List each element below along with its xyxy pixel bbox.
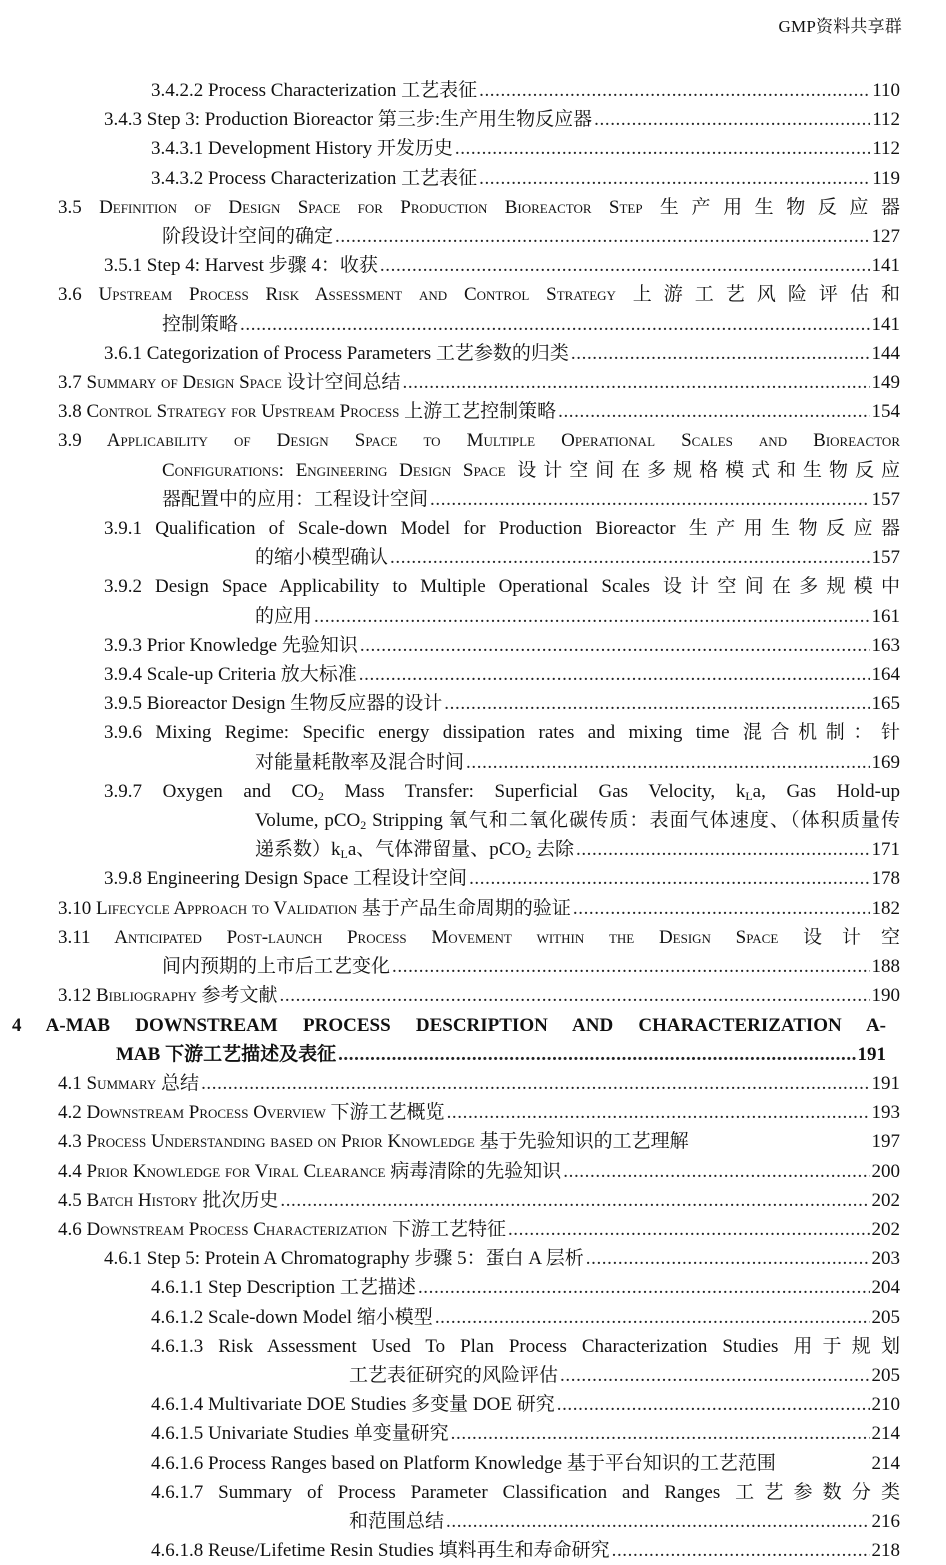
toc-entry-title-line: 4.1 Summary 总结 — [58, 1072, 200, 1094]
toc-entry-title-line: 4.6.1.7 Summary of Process Parameter Classification and Ranges 工艺参数分类 — [151, 1481, 900, 1503]
toc-entry[interactable] — [0, 368, 946, 397]
page-number: 141 — [871, 255, 900, 277]
toc-entry[interactable] — [0, 280, 946, 338]
toc-entry-title-line: 3.9.3 Prior Knowledge 先验知识 — [104, 634, 358, 656]
toc-entry-title-line: 4.6.1.3 Risk Assessment Used To Plan Process Characterization Studies 用于规划 — [151, 1335, 900, 1357]
page-number: 163 — [871, 634, 900, 656]
toc-entry[interactable] — [0, 631, 946, 660]
toc-entry[interactable] — [0, 1011, 946, 1069]
toc-entry[interactable] — [0, 76, 946, 105]
page-number: 169 — [871, 751, 900, 773]
page-number: 188 — [871, 956, 900, 978]
dot-leader — [314, 602, 869, 631]
toc-entry-title-line: 3.6 Upstream Process Risk Assessment and Control Strategy 上游工艺风险评估和 — [58, 284, 900, 306]
page-number: 214 — [871, 1452, 900, 1474]
toc-entry-title-line: 3.6.1 Categorization of Process Parameters 工艺参数的归类 — [104, 342, 569, 364]
toc-entry[interactable] — [0, 864, 946, 893]
toc-entry-title-line: 3.4.3 Step 3: Production Bioreactor 第三步:生产用生物反应器 — [104, 109, 593, 131]
toc-entry-title-line: 3.9.4 Scale-up Criteria 放大标准 — [104, 664, 357, 686]
dot-leader — [446, 1507, 869, 1536]
page-number: 157 — [871, 488, 900, 510]
dot-leader — [558, 397, 869, 426]
dot-leader — [508, 1215, 870, 1244]
dot-leader — [451, 1419, 870, 1448]
page-number: 210 — [871, 1394, 900, 1416]
dot-leader — [563, 1157, 869, 1186]
toc-entry-title-line: 的缩小模型确认 — [255, 547, 389, 569]
toc-entry[interactable] — [0, 397, 946, 426]
toc-entry-title-line: 3.11 Anticipated Post-launch Process Movement within the Design Space 设计空 — [58, 926, 900, 948]
dot-leader — [479, 76, 870, 105]
dot-leader — [390, 543, 869, 572]
toc-entry-title-line: 3.10 Lifecycle Approach to Validation 基于产品生命周期的验证 — [58, 897, 571, 919]
toc-entry-title-line: 3.4.3.1 Development History 开发历史 — [151, 138, 453, 160]
page-number: 165 — [871, 693, 900, 715]
page-number: 178 — [871, 868, 900, 890]
toc-entry[interactable] — [0, 1478, 946, 1536]
page-number: 190 — [871, 985, 900, 1007]
toc-entry[interactable] — [0, 1244, 946, 1273]
dot-leader — [447, 1098, 870, 1127]
page-number: 214 — [871, 1423, 900, 1445]
toc-entry[interactable] — [0, 718, 946, 776]
toc-entry-title-line: 阶段设计空间的确定 — [162, 226, 334, 248]
page-number: 112 — [872, 109, 900, 131]
toc-entry[interactable] — [0, 1273, 946, 1302]
toc-entry[interactable] — [0, 251, 946, 280]
toc-entry-title-line: 3.9.7 Oxygen and $CO_2$ Mass Transfer: Superficial Gas Velocity, $k_La$, Gas Hold-up — [104, 780, 900, 803]
page-number: 204 — [871, 1277, 900, 1299]
dot-leader — [418, 1273, 870, 1302]
page-number: 144 — [871, 342, 900, 364]
dot-leader — [612, 1536, 870, 1565]
toc-entry[interactable] — [0, 164, 946, 193]
page-number: 218 — [871, 1540, 900, 1562]
toc-entry[interactable] — [0, 1127, 946, 1156]
page-number: 161 — [871, 605, 900, 627]
toc-entry-title-line: 对能量耗散率及混合时间 — [255, 751, 465, 773]
page-number: 182 — [871, 897, 900, 919]
toc-entry[interactable] — [0, 1157, 946, 1186]
toc-entry-title-line: 4.6.1.6 Process Ranges based on Platform Knowledge 基于平台知识的工艺范围 — [151, 1452, 776, 1474]
toc-entry[interactable] — [0, 1098, 946, 1127]
toc-entry[interactable] — [0, 572, 946, 630]
toc-entry-title-line: Volume, pCO$_2$ Stripping 氧气和二氧化碳传质：表面气体速度、（体积质量传 — [255, 810, 900, 833]
toc-entry[interactable] — [0, 1449, 946, 1478]
toc-entry-title-line: 器配置中的应用：工程设计空间 — [162, 488, 429, 510]
page-number: 127 — [871, 226, 900, 248]
dot-leader — [430, 485, 869, 514]
toc-entry-title-line: 4.6.1.4 Multivariate DOE Studies 多变量 DOE 研究 — [151, 1394, 555, 1416]
dot-leader — [435, 1303, 870, 1332]
toc-entry-title-line: Configurations: Engineering Design Space 设计空间在多规格模式和生物反应 — [162, 459, 900, 481]
toc-entry-title-line: 3.9.8 Engineering Design Space 工程设计空间 — [104, 868, 468, 890]
toc-entry-title-line: MAB 下游工艺描述及表征 — [116, 1043, 337, 1065]
toc-entry-title-line: 3.5 Definition of Design Space for Production Bioreactor Step 生产用生物反应器 — [58, 196, 900, 218]
toc-entry-title-line: 3.8 Control Strategy for Upstream Process 上游工艺控制策略 — [58, 401, 557, 423]
toc-entry[interactable] — [0, 689, 946, 718]
dot-leader — [338, 1040, 855, 1069]
page-number: 149 — [871, 372, 900, 394]
toc-entry-title-line: 3.9.1 Qualification of Scale-down Model for Production Bioreactor 生产用生物反应器 — [104, 518, 900, 540]
toc-entry[interactable] — [0, 1215, 946, 1244]
toc-entry-title-line: 4.6.1.5 Univariate Studies 单变量研究 — [151, 1423, 449, 1445]
toc-entry[interactable] — [0, 1332, 946, 1390]
page-header: GMP资料共享群 — [778, 17, 902, 36]
toc-entry-title-line: 4.6 Downstream Process Characterization 下游工艺特征 — [58, 1218, 506, 1240]
toc-entry-title-line: 3.12 Bibliography 参考文献 — [58, 985, 278, 1007]
toc-entry-title-line: 递系数）$k_La$、气体滞留量、pCO$_2$ 去除 — [255, 839, 574, 862]
toc-entry[interactable] — [0, 894, 946, 923]
toc-entry-title-line: 3.9.5 Bioreactor Design 生物反应器的设计 — [104, 693, 443, 715]
toc-entry[interactable] — [0, 923, 946, 981]
toc-entry-title-line: 3.4.2.2 Process Characterization 工艺表征 — [151, 80, 478, 101]
toc-entry[interactable] — [0, 134, 946, 163]
dot-leader — [392, 952, 869, 981]
dot-leader — [201, 1069, 869, 1098]
toc-entry-title-line: 间内预期的上市后工艺变化 — [162, 956, 391, 978]
page-number: 203 — [871, 1248, 900, 1270]
toc-entry-title-line: 工艺表征研究的风险评估 — [349, 1364, 559, 1386]
toc-entry[interactable] — [0, 660, 946, 689]
toc-entry[interactable] — [0, 1536, 946, 1565]
dot-leader — [594, 105, 870, 134]
page-number: 197 — [871, 1131, 900, 1153]
page-number: 110 — [872, 80, 900, 101]
toc-entry-title-line: 4.6.1.1 Step Description 工艺描述 — [151, 1277, 416, 1299]
table-of-contents — [0, 76, 946, 1565]
toc-entry[interactable] — [0, 981, 946, 1010]
page-number: 112 — [872, 138, 900, 160]
toc-entry-title-line: 3.9.6 Mixing Regime: Specific energy dissipation rates and mixing time 混合机制：针 — [104, 722, 900, 744]
toc-entry-title-line: 4.5 Batch History 批次历史 — [58, 1189, 279, 1211]
dot-leader — [403, 368, 870, 397]
toc-entry[interactable] — [0, 1069, 946, 1098]
dot-leader — [335, 222, 869, 251]
dot-leader — [280, 981, 870, 1010]
toc-entry-title-line: 4.6.1 Step 5: Protein A Chromatography 步骤 5：蛋白 A 层析 — [104, 1248, 584, 1270]
dot-leader — [571, 339, 870, 368]
toc-entry[interactable] — [0, 1419, 946, 1448]
page-number: 171 — [871, 839, 900, 861]
page-number: 141 — [871, 313, 900, 335]
toc-entry-title-line: 4.6.1.2 Scale-down Model 缩小模型 — [151, 1306, 433, 1328]
toc-entry-title-line: 控制策略 — [162, 313, 239, 335]
page-number: 193 — [871, 1102, 900, 1124]
dot-leader — [240, 310, 869, 339]
toc-entry-title-line: 4.2 Downstream Process Overview 下游工艺概览 — [58, 1102, 445, 1124]
page-number: 119 — [872, 167, 900, 189]
toc-entry-title-line: 和范围总结 — [349, 1510, 445, 1532]
dot-leader — [576, 835, 870, 864]
toc-entry[interactable] — [0, 193, 946, 251]
toc-entry[interactable] — [0, 339, 946, 368]
dot-leader — [359, 660, 870, 689]
toc-entry[interactable] — [0, 1303, 946, 1332]
toc-entry[interactable] — [0, 514, 946, 572]
page-number: 191 — [871, 1072, 900, 1094]
toc-entry[interactable] — [0, 1186, 946, 1215]
dot-leader — [444, 689, 869, 718]
toc-entry-title-line: 3.7 Summary of Design Space 设计空间总结 — [58, 372, 401, 394]
page-number: 191 — [857, 1043, 886, 1065]
dot-leader — [586, 1244, 870, 1273]
page-number: 164 — [871, 664, 900, 686]
dot-leader — [573, 894, 870, 923]
toc-entry[interactable] — [0, 105, 946, 134]
toc-entry-title-line: 4.3 Process Understanding based on Prior Knowledge 基于先验知识的工艺理解 — [58, 1131, 689, 1153]
dot-leader — [280, 1186, 869, 1215]
dot-leader — [466, 748, 869, 777]
toc-entry-title-line: 3.4.3.2 Process Characterization 工艺表征 — [151, 167, 478, 189]
dot-leader — [479, 164, 870, 193]
toc-entry-title-line: 4 A-MAB DOWNSTREAM PROCESS DESCRIPTION AND CHARACTERIZATION A- — [12, 1014, 886, 1036]
page-number: 157 — [871, 547, 900, 569]
page-number: 200 — [871, 1160, 900, 1182]
page-number: 205 — [871, 1364, 900, 1386]
toc-entry-title-line: 4.4 Prior Knowledge for Viral Clearance 病毒清除的先验知识 — [58, 1160, 562, 1182]
page-number: 205 — [871, 1306, 900, 1328]
dot-leader — [557, 1390, 870, 1419]
page-number: 154 — [871, 401, 900, 423]
toc-entry-title-line: 3.9.2 Design Space Applicability to Multiple Operational Scales 设计空间在多规模中 — [104, 576, 900, 598]
toc-entry-title-line: 的应用 — [255, 605, 313, 627]
dot-leader — [380, 251, 870, 280]
toc-entry[interactable] — [0, 426, 946, 514]
dot-leader — [455, 134, 870, 163]
dot-leader — [560, 1361, 869, 1390]
page-number: 202 — [871, 1218, 900, 1240]
page-number: 202 — [871, 1189, 900, 1211]
page-number: 216 — [871, 1510, 900, 1532]
toc-entry-title-line: 3.5.1 Step 4: Harvest 步骤 4：收获 — [104, 255, 378, 277]
toc-entry[interactable] — [0, 777, 946, 865]
dot-leader — [360, 631, 870, 660]
toc-entry-title-line: 3.9 Applicability of Design Space to Multiple Operational Scales and Bioreactor — [58, 430, 900, 452]
dot-leader — [469, 864, 869, 893]
toc-entry-title-line: 4.6.1.8 Reuse/Lifetime Resin Studies 填料再生和寿命研究 — [151, 1540, 610, 1562]
toc-entry[interactable] — [0, 1390, 946, 1419]
